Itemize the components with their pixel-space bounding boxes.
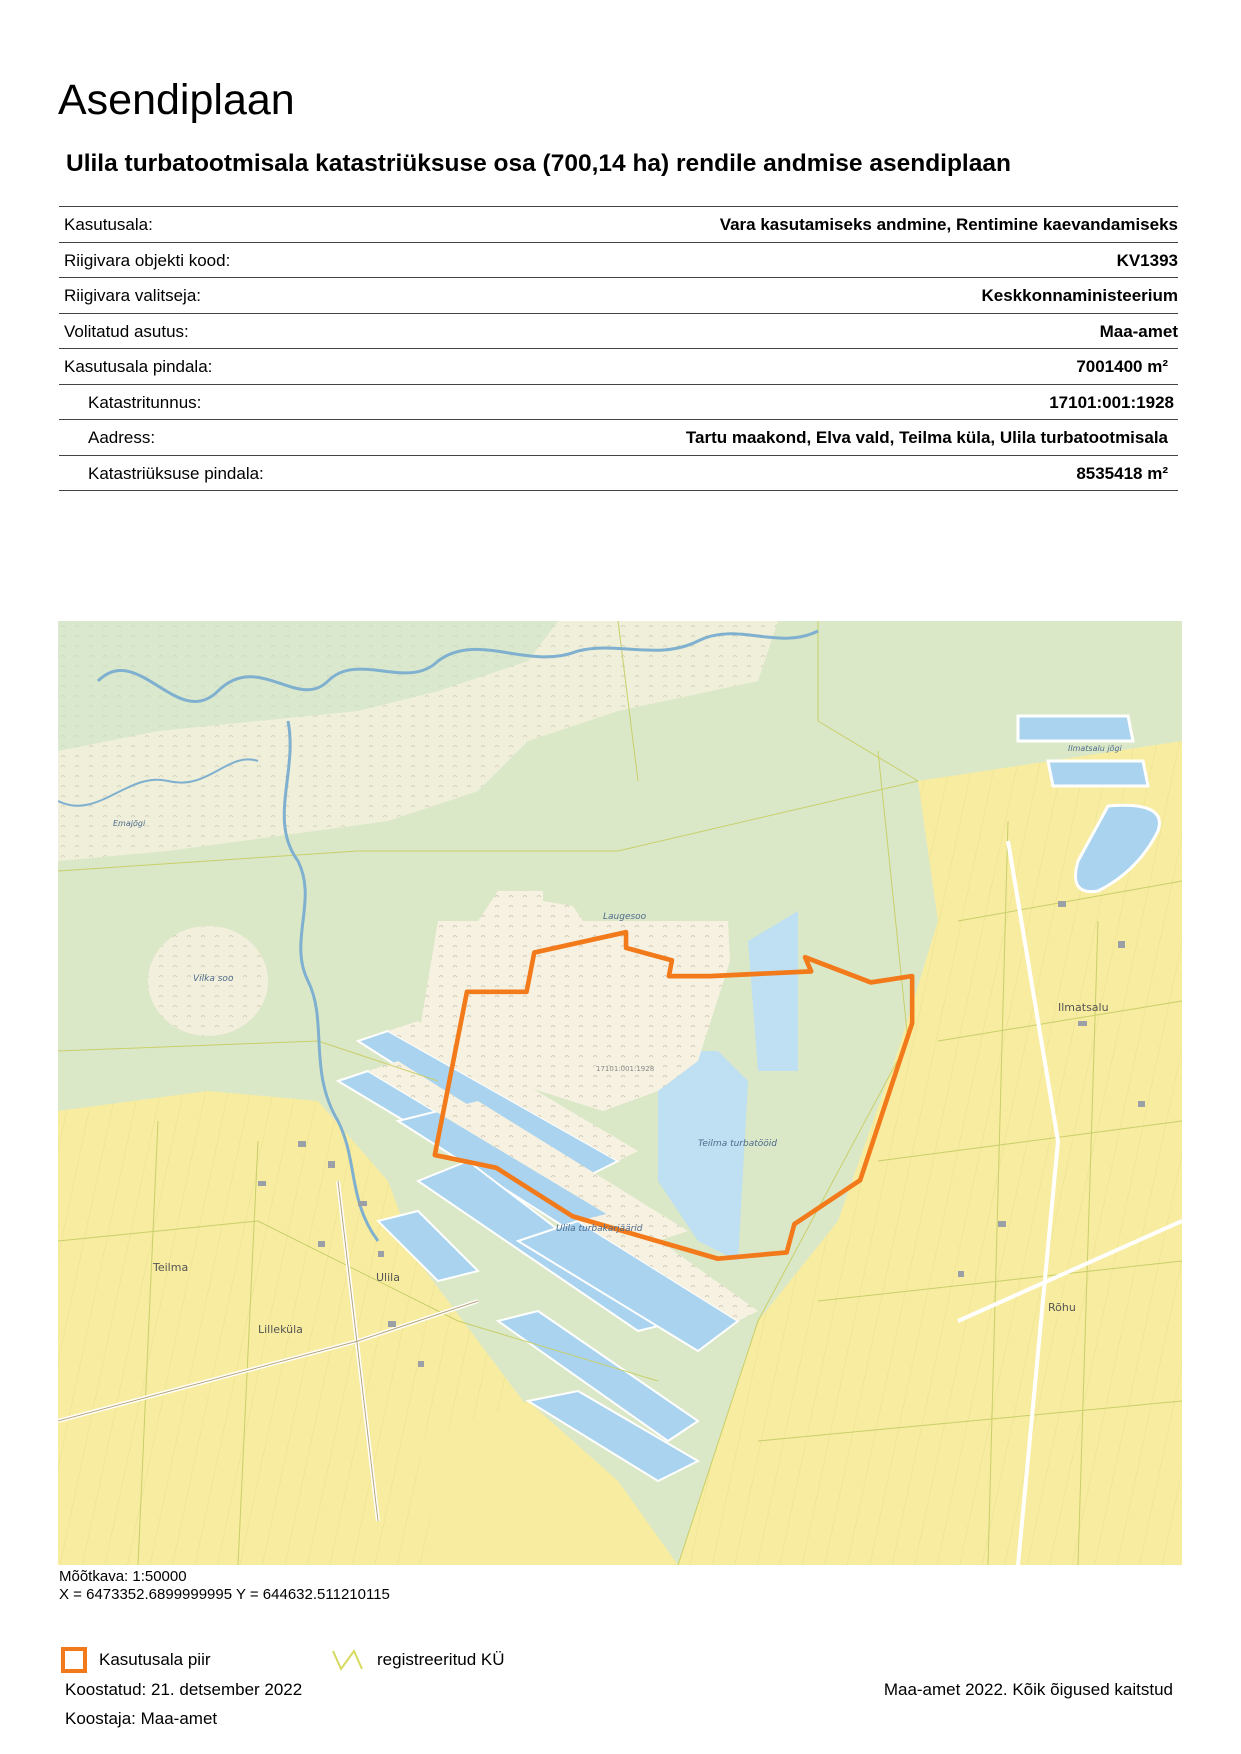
info-label: Katastriüksuse pindala:	[88, 463, 264, 483]
info-label: Riigivara objekti kood:	[64, 250, 231, 270]
info-label: Volitatud asutus:	[64, 321, 189, 341]
boundary-legend-icon	[61, 1647, 87, 1673]
info-label: Katastritunnus:	[88, 392, 202, 412]
map-label-teilma-turbatooid: Teilma turbatööid	[698, 1139, 777, 1149]
scale-info	[59, 1568, 390, 1604]
map-label-ulila-turbakarjaarid: Ulila turbakarjäärid	[556, 1224, 643, 1234]
map-label-vilka-soo: Vilka soo	[193, 974, 234, 984]
boundary-legend-label: Kasutusala piir	[99, 1650, 211, 1669]
map-label-ulila: Ulila	[376, 1271, 400, 1284]
map-label-ilmatsalu: Ilmatsalu	[1058, 1001, 1109, 1014]
map-view[interactable]	[58, 621, 1182, 1565]
info-row-katastritunnus	[59, 385, 1178, 421]
pond	[1048, 761, 1148, 786]
map-label-parcel-id: 17101:001:1928	[596, 1065, 655, 1073]
info-table	[59, 206, 1178, 491]
info-label: Riigivara valitseja:	[64, 286, 201, 305]
page-subtitle: Ulila turbatootmisala katastriüksuse osa (700,14 ha) rendile andmise asendiplaan	[66, 150, 1011, 177]
ku-legend-label: registreeritud KÜ	[377, 1650, 505, 1669]
info-label: Kasutusala:	[64, 215, 153, 234]
compiler: Koostaja: Maa-amet	[65, 1709, 218, 1728]
info-row-kasutusala-pindala	[59, 349, 1178, 385]
info-value: Vara kasutamiseks andmine, Rentimine kaevandamiseks	[719, 215, 1178, 234]
copyright: Maa-amet 2022. Kõik õigused kaitstud	[883, 1680, 1173, 1699]
info-value: 17101:001:1928	[1049, 392, 1174, 412]
map-label-ilmatsalu-jogi: Ilmatsalu jõgi	[1068, 744, 1122, 753]
info-value: KV1393	[1116, 250, 1178, 270]
compiled-date: Koostatud: 21. detsember 2022	[65, 1680, 303, 1699]
info-row-valitseja	[59, 278, 1178, 314]
info-value: Tartu maakond, Elva vald, Teilma küla, Ulila turbatootmisala	[685, 428, 1168, 447]
map-label-rohu: Rõhu	[1048, 1301, 1076, 1314]
info-value: 8535418 m²	[1076, 463, 1168, 483]
map-label-emajogi: Emajõgi	[113, 819, 146, 828]
info-row-katastriuksuse-pindala	[59, 456, 1178, 492]
scale-text: Mõõtkava: 1:50000	[59, 1568, 187, 1585]
page-title: Asendiplaan	[58, 76, 295, 124]
pond	[1018, 716, 1133, 741]
info-row-kasutusala	[59, 207, 1178, 243]
info-value: Keskkonnaministeerium	[981, 286, 1178, 305]
info-row-aadress	[59, 420, 1178, 456]
info-label: Aadress:	[88, 428, 156, 447]
info-row-objekti-kood	[59, 243, 1178, 279]
map-label-teilma: Teilma	[153, 1261, 189, 1274]
map-label-lillekula: Lilleküla	[258, 1323, 303, 1336]
info-value: 7001400 m²	[1076, 357, 1168, 376]
info-value: Maa-amet	[1099, 321, 1178, 341]
coordinates-text: X = 6473352.6899999995 Y = 644632.511210115	[59, 1586, 390, 1603]
map-label-laugesoo: Laugesoo	[603, 912, 647, 922]
info-label: Kasutusala pindala:	[64, 357, 213, 376]
ku-legend-icon	[330, 1645, 366, 1675]
info-row-volitatud-asutus	[59, 314, 1178, 350]
